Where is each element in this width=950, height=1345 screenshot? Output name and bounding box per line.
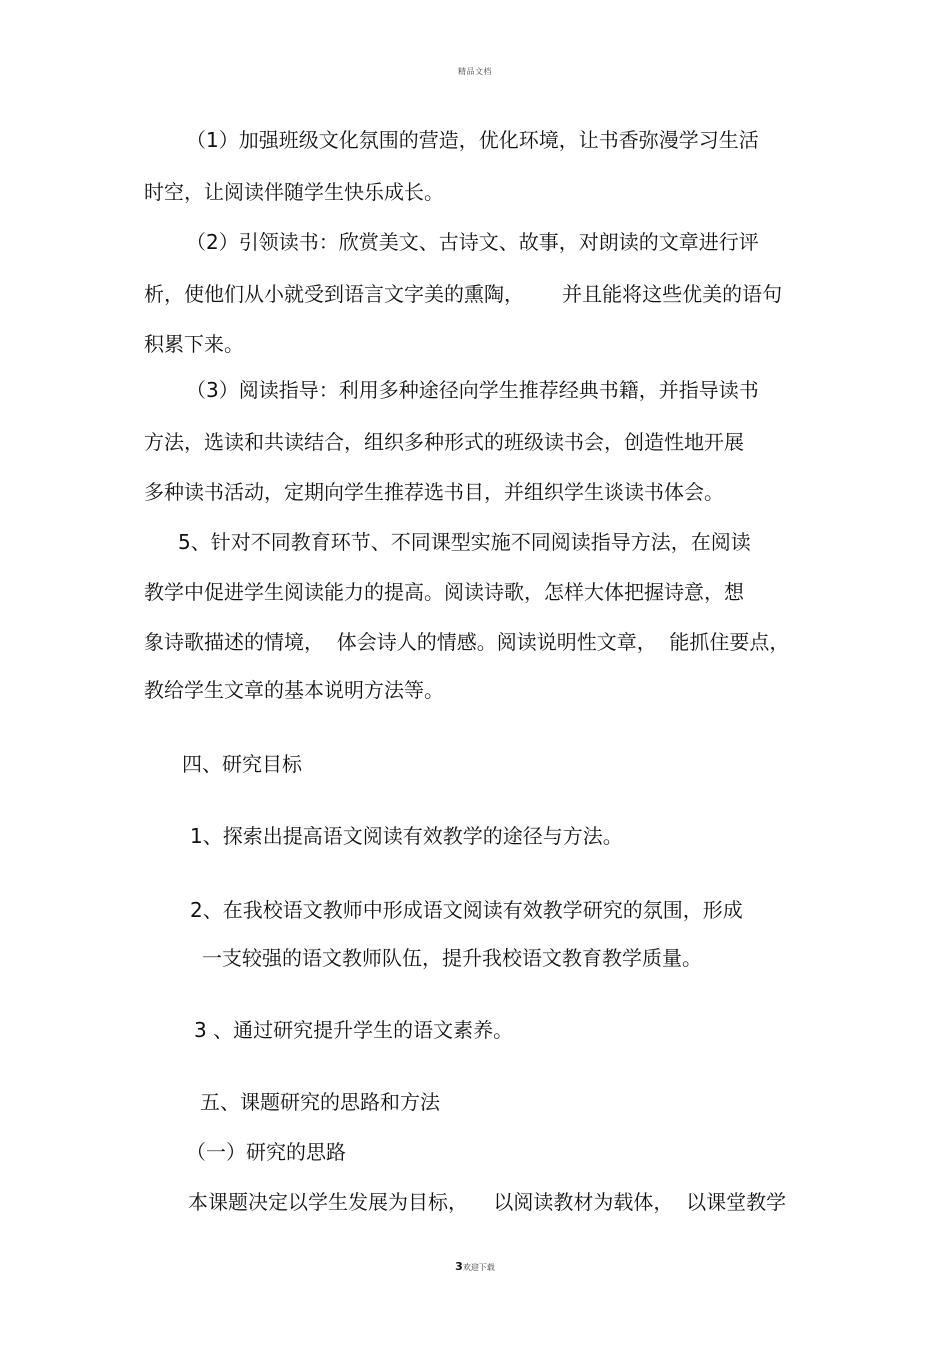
body-line: 1、探索出提高语文阅读有效教学的途径与方法。 [190, 824, 623, 848]
section-heading: 五、课题研究的思路和方法 [200, 1090, 440, 1114]
body-line: 2、在我校语文教师中形成语文阅读有效教学研究的氛围，形成 [190, 898, 743, 922]
page-number: 3 [455, 1260, 463, 1273]
page-header: 精品文档 [458, 67, 492, 76]
body-line: 析，使他们从小就受到语言文字美的熏陶， 并且能将这些优美的语句 [144, 282, 783, 306]
body-line: 时空，让阅读伴随学生快乐成长。 [144, 180, 444, 204]
footer-label: 欢迎下载 [462, 1263, 495, 1272]
subsection-heading: （一）研究的思路 [186, 1140, 346, 1164]
body-line: 积累下来。 [144, 332, 244, 356]
page-footer [0, 1260, 950, 1273]
body-line: 本课题决定以学生发展为目标， 以阅读教材为载体， 以课堂教学 [188, 1190, 787, 1214]
body-line: 3 、通过研究提升学生的语文素养。 [194, 1018, 514, 1042]
body-line: 5、针对不同教育环节、不同课型实施不同阅读指导方法，在阅读 [178, 530, 751, 554]
body-line: 多种读书活动，定期向学生推荐选书目，并组织学生谈读书体会。 [144, 480, 724, 504]
body-line: （3）阅读指导：利用多种途径向学生推荐经典书籍，并指导读书 [186, 378, 759, 402]
body-line: （2）引领读书：欣赏美文、古诗文、故事，对朗读的文章进行评 [186, 230, 759, 254]
section-heading: 四、研究目标 [182, 752, 302, 776]
body-line: 方法，选读和共读结合，组织多种形式的班级读书会，创造性地开展 [144, 430, 744, 454]
body-line: 一支较强的语文教师队伍，提升我校语文教育教学质量。 [202, 946, 702, 970]
body-line: （1）加强班级文化氛围的营造，优化环境，让书香弥漫学习生活 [186, 128, 759, 152]
body-line: 象诗歌描述的情境， 体会诗人的情感。阅读说明性文章， 能抓住要点， [144, 630, 790, 654]
body-line: 教学中促进学生阅读能力的提高。阅读诗歌，怎样大体把握诗意，想 [144, 580, 744, 604]
body-line: 教给学生文章的基本说明方法等。 [144, 678, 444, 702]
